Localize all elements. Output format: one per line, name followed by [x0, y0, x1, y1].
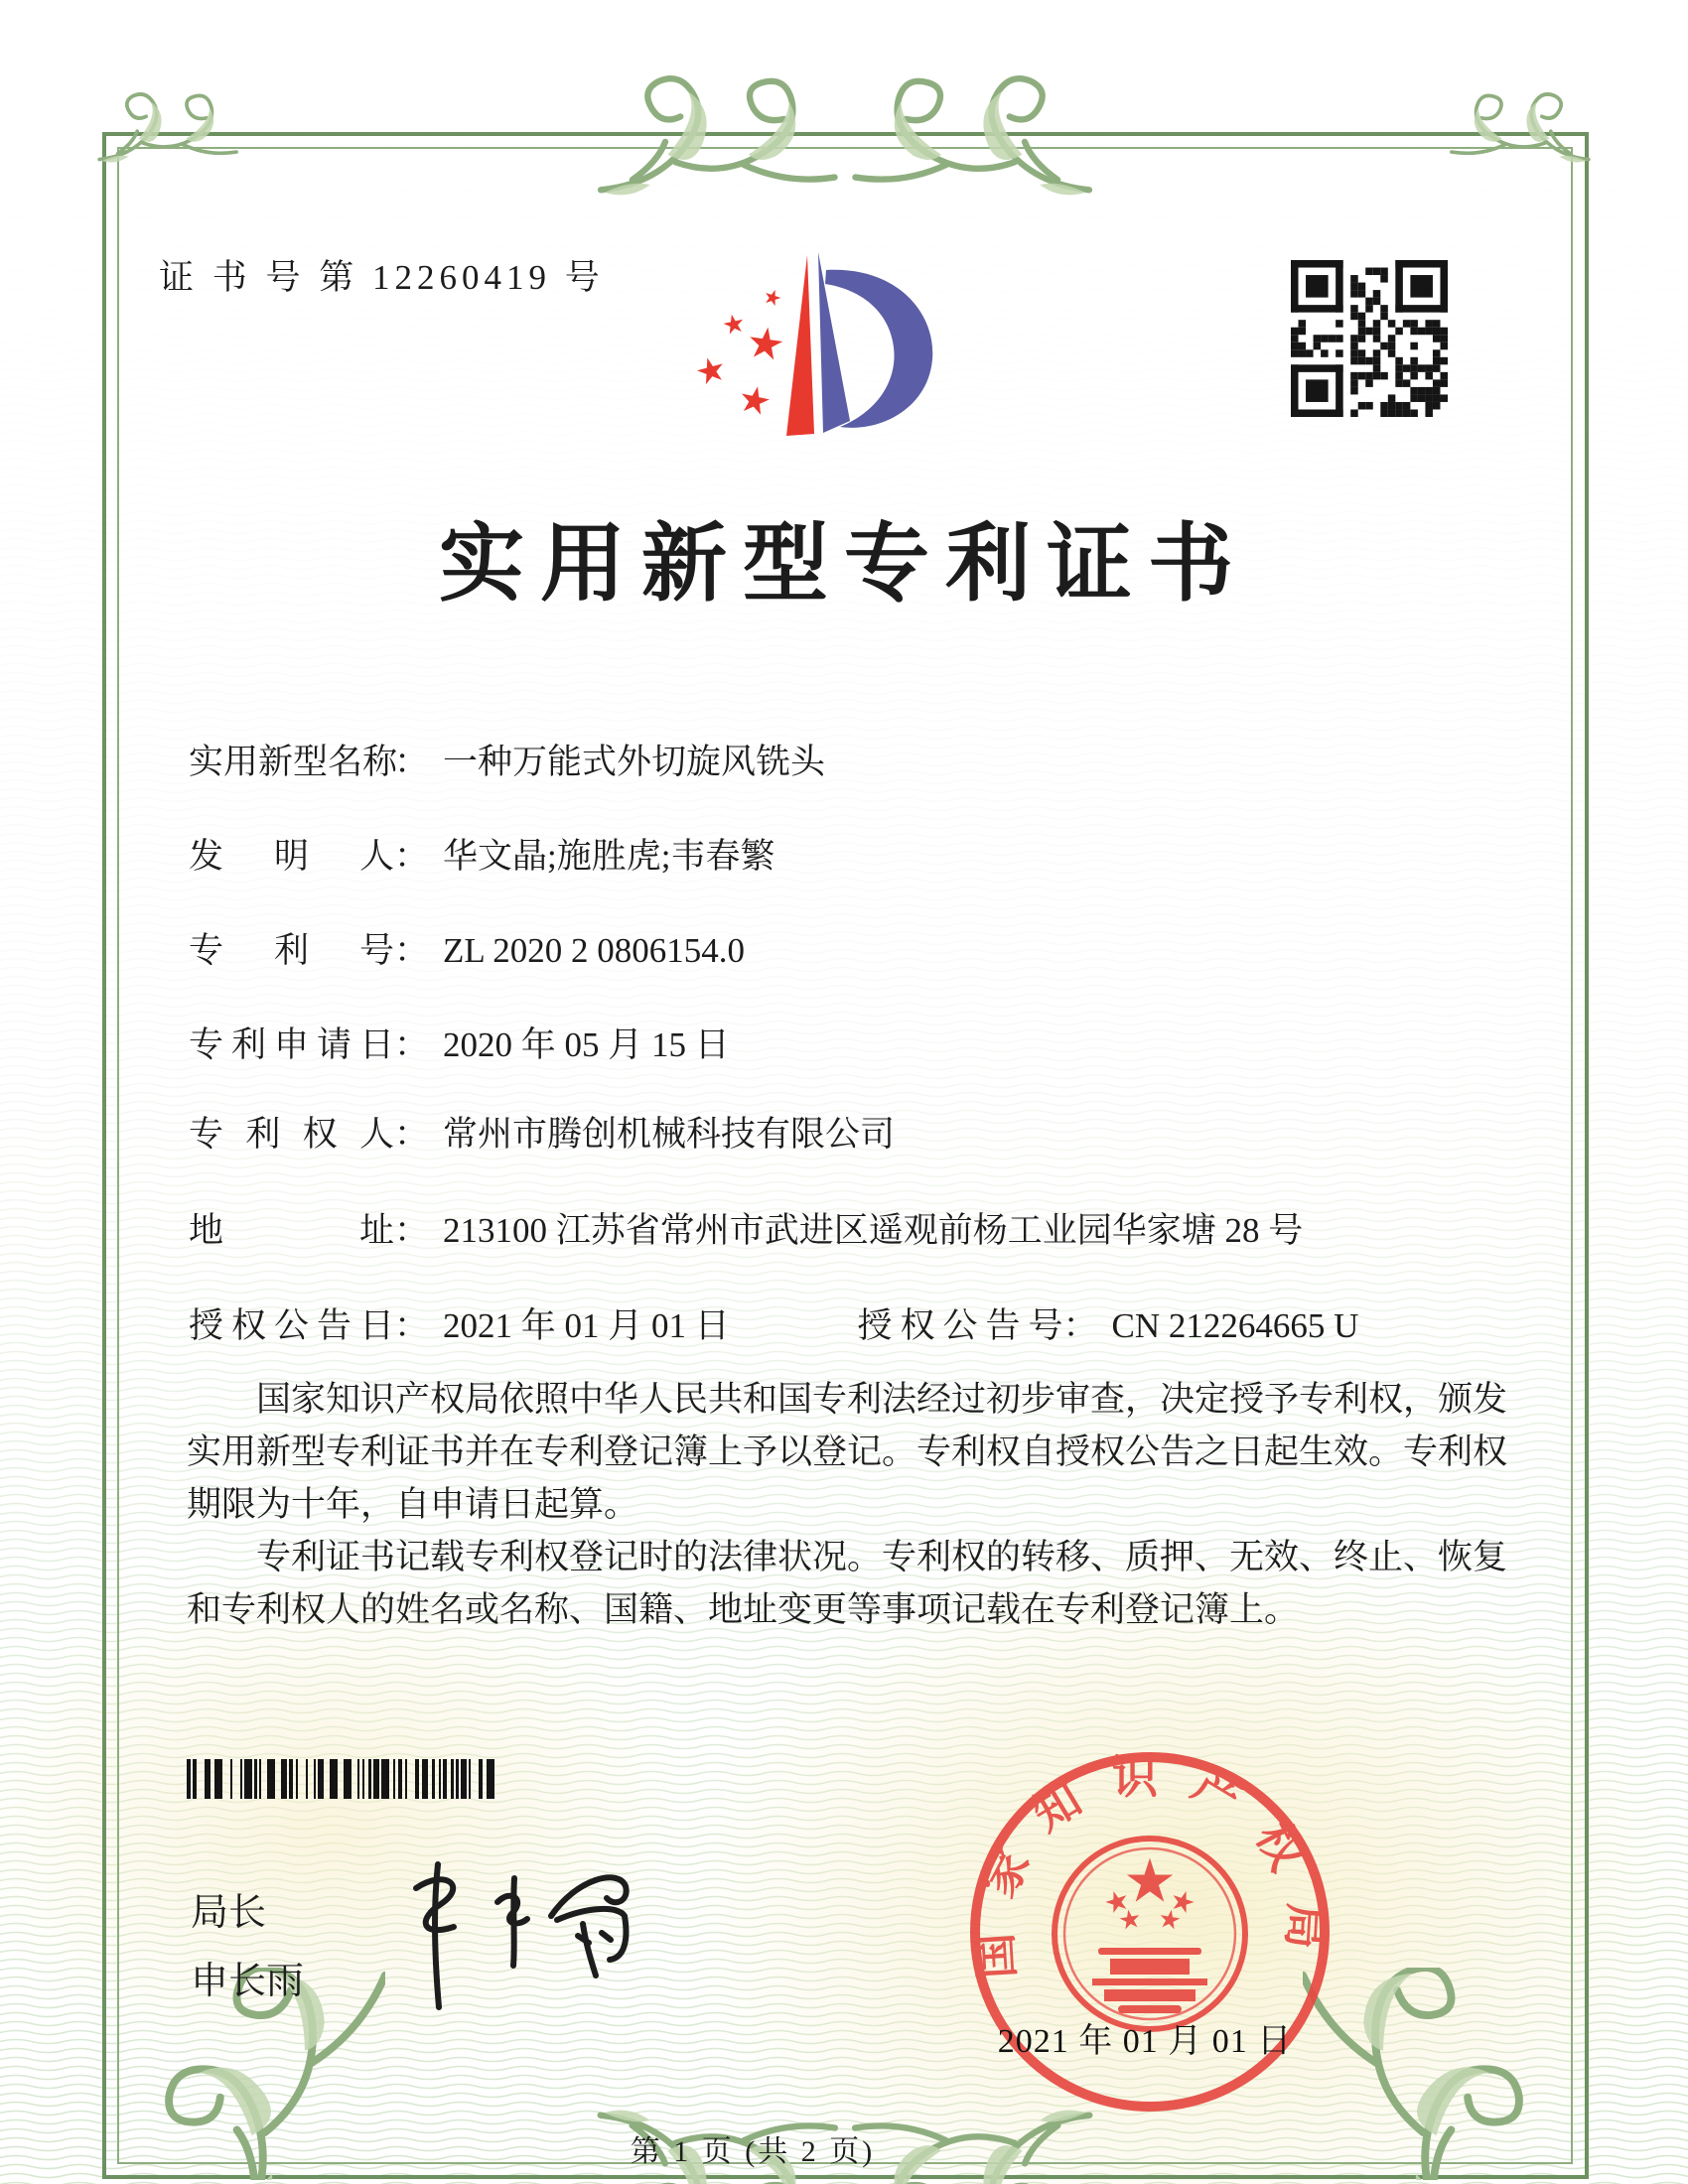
cnipa-logo — [647, 228, 937, 465]
commissioner-role-label: 局长 — [191, 1892, 267, 1934]
grant-date-label: 授 权 公 告 日 — [189, 1306, 394, 1345]
logo-stars — [695, 287, 784, 415]
qr-code — [1291, 260, 1448, 417]
field-label: 地 址 — [189, 1211, 394, 1250]
field-row-address: 地 址 ： 213100 江苏省常州市武进区遥观前杨工业园华家塘 28 号 — [189, 1203, 1303, 1253]
barcode — [187, 1759, 496, 1799]
grant-no-label: 授 权 公 告 号 — [857, 1306, 1063, 1345]
field-label: 专 利 权 人 — [189, 1115, 394, 1154]
seal-national-emblem — [1055, 1839, 1245, 2029]
logo-blue-p — [818, 252, 932, 433]
commissioner-signature — [380, 1848, 636, 2023]
top-left-corner-flourish — [95, 85, 244, 167]
seal-date: 2021 年 01 月 01 日 — [997, 2023, 1293, 2060]
official-seal — [961, 1743, 1338, 2120]
field-value: 常州市腾创机械科技有限公司 — [443, 1115, 896, 1154]
commissioner-name: 申长雨 — [191, 1961, 305, 2002]
field-row-patentee: 专 利 权 人 ： 常州市腾创机械科技有限公司 — [189, 1107, 895, 1157]
seal-ring-text: 国家知识产权局 — [968, 1751, 1332, 1980]
field-label: 发 明 人 — [189, 837, 394, 876]
top-center-right-flourish — [842, 64, 1096, 203]
field-row-grant: 授 权 公 告 日 ： 2021 年 01 月 01 日 授 权 公 告 号 ： CN 212264665 U — [189, 1298, 1358, 1348]
field-label: 实 用 新 型 名 称 — [189, 743, 398, 781]
top-right-corner-flourish — [1444, 85, 1593, 167]
field-value: 一种万能式外切旋风铣头 — [443, 743, 826, 781]
legal-paragraph-2: 专利证书记载专利权登记时的法律状况。专利权的转移、质押、无效、终止、恢复和专利权人的姓名或名称、国籍、地址变更等事项记载在专利登记簿上。 — [187, 1538, 1508, 1629]
field-value: 华文晶;施胜虎;韦春繁 — [443, 837, 775, 876]
grant-date-value: 2021 年 01 月 01 日 — [443, 1306, 730, 1345]
grant-no-value: CN 212264665 U — [1111, 1306, 1359, 1345]
certificate-title: 实用新型专利证书 — [439, 516, 1249, 612]
field-row-patent-number: 专 利 号 ： ZL 2020 2 0806154.0 — [189, 923, 745, 973]
field-label: 专 利 申 请 日 — [189, 1025, 394, 1064]
field-value: 213100 江苏省常州市武进区遥观前杨工业园华家塘 28 号 — [443, 1211, 1304, 1250]
field-label: 专 利 号 — [189, 931, 394, 970]
field-row-name: 实 用 新 型 名 称 ： 一种万能式外切旋风铣头 — [189, 735, 825, 784]
field-row-inventors: 发 明 人 ： 华文晶;施胜虎;韦春繁 — [189, 829, 774, 879]
legal-paragraph-1: 国家知识产权局依照中华人民共和国专利法经过初步审查，决定授予专利权，颁发实用新型专利证书并在专利登记簿上予以登记。专利权自授权公告之日起生效。专利权期限为十年，自申请日起算。 — [187, 1380, 1508, 1524]
page-number: 第 1 页 (共 2 页) — [630, 2135, 876, 2168]
field-value: ZL 2020 2 0806154.0 — [443, 931, 745, 970]
field-value: 2020 年 05 月 15 日 — [443, 1025, 730, 1064]
legal-text-block — [187, 1373, 1507, 1636]
top-center-left-flourish — [594, 64, 848, 203]
logo-red-spike — [786, 255, 814, 436]
certificate-number: 证 书 号 第 12260419 号 — [159, 258, 605, 297]
field-row-filing-date: 专 利 申 请 日 ： 2020 年 05 月 15 日 — [189, 1018, 730, 1067]
